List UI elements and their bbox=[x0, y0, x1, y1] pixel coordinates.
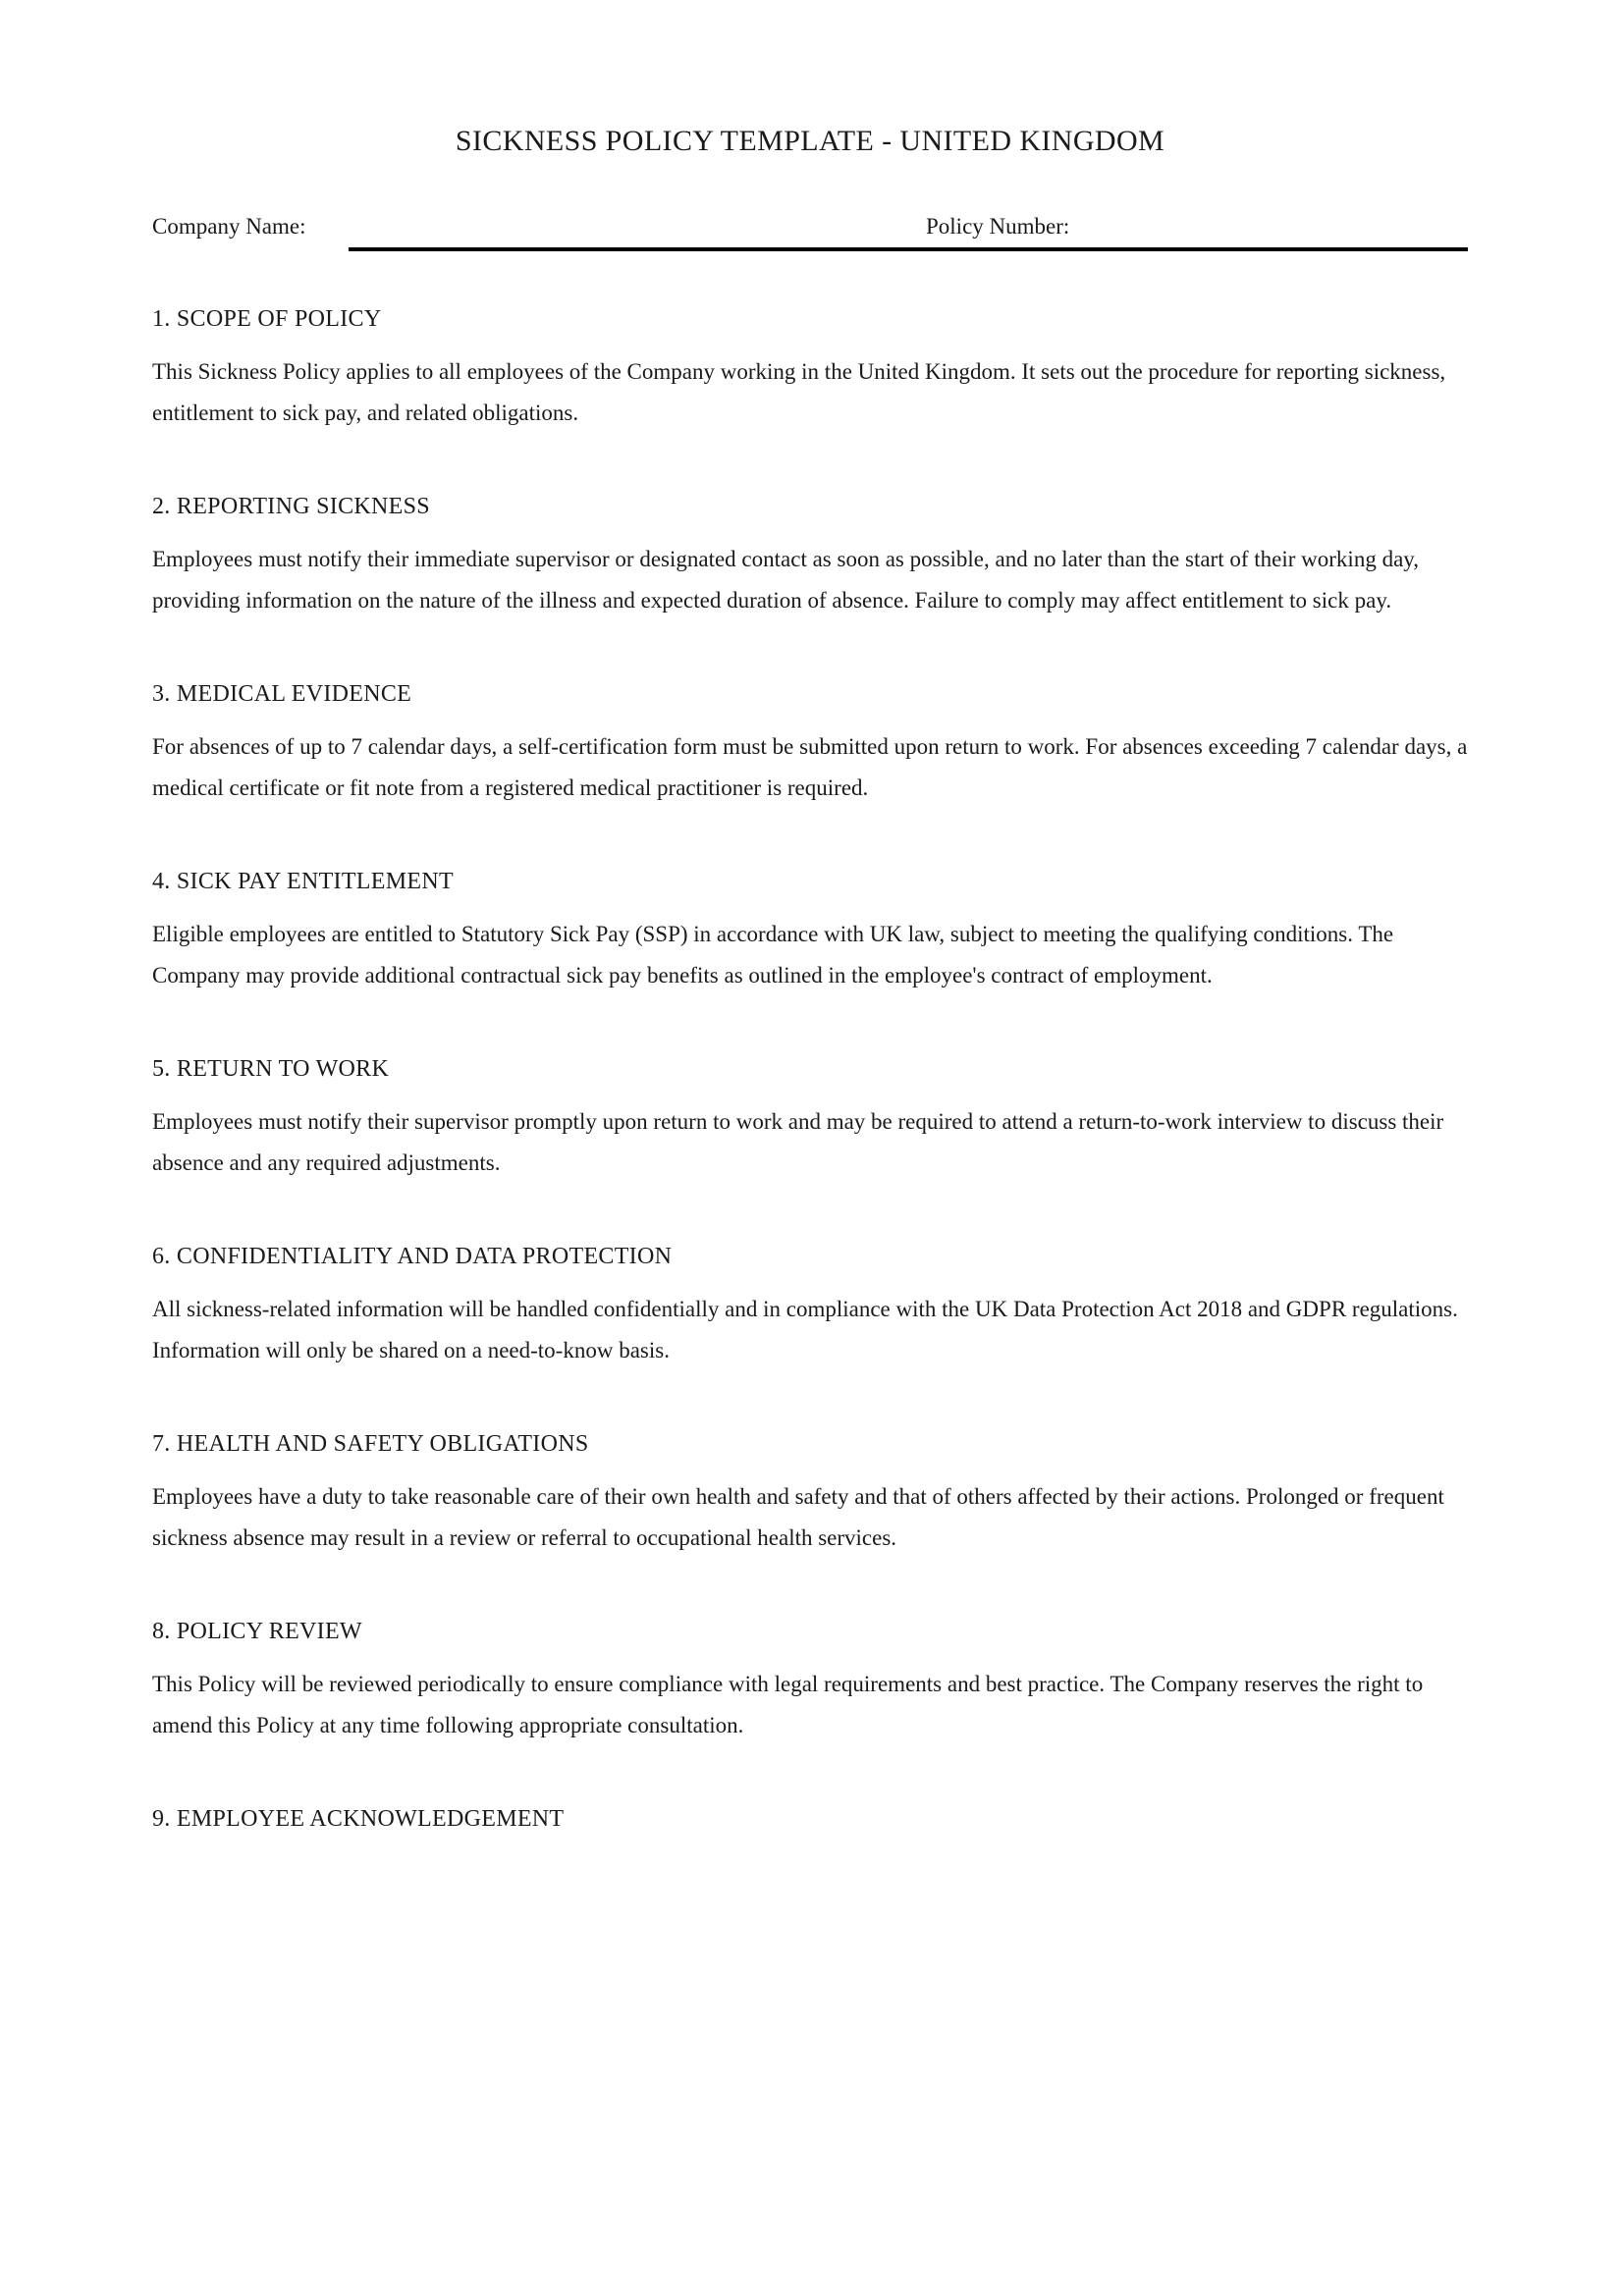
page-content-column bbox=[152, 0, 1468, 1836]
section-heading-medical-evidence: 3. MEDICAL EVIDENCE bbox=[152, 681, 412, 707]
section-heading-employee-acknowledgement: 9. EMPLOYEE ACKNOWLEDGEMENT bbox=[152, 1806, 565, 1832]
policy-section-5 bbox=[152, 1052, 1468, 1184]
policy-section-4 bbox=[152, 865, 1468, 996]
section-heading-policy-review: 8. POLICY REVIEW bbox=[152, 1619, 362, 1644]
section-heading-health-and-safety-obligations: 7. HEALTH AND SAFETY OBLIGATIONS bbox=[152, 1431, 589, 1457]
section-heading-return-to-work: 5. RETURN TO WORK bbox=[152, 1056, 390, 1082]
policy-number-label: Policy Number: bbox=[926, 214, 1070, 239]
section-heading-confidentiality-and-data-protection: 6. CONFIDENTIALITY AND DATA PROTECTION bbox=[152, 1244, 673, 1269]
company-name-label: Company Name: bbox=[152, 214, 306, 239]
policy-section-2 bbox=[152, 490, 1468, 621]
section-body-medical-evidence: For absences of up to 7 calendar days, a self-certification form must be submitted upon return to work. For absences exceeding 7 calendar days, a medical certificate or fit note from a registered medical practitioner is required. bbox=[152, 734, 1468, 800]
section-heading-reporting-sickness: 2. REPORTING SICKNESS bbox=[152, 494, 430, 519]
section-body-policy-review: This Policy will be reviewed periodically to ensure compliance with legal requirements and best practice. The Company reserves the right to amend this Policy at any time following appropriate consultation. bbox=[152, 1672, 1424, 1737]
header-fill-in-rule bbox=[349, 247, 1468, 251]
policy-section-1 bbox=[152, 302, 1468, 434]
policy-section-8 bbox=[152, 1615, 1468, 1746]
header-field-row bbox=[152, 212, 1468, 257]
page-title: SICKNESS POLICY TEMPLATE - UNITED KINGDOM bbox=[455, 125, 1165, 157]
policy-section-6 bbox=[152, 1240, 1468, 1371]
section-body-return-to-work: Employees must notify their supervisor promptly upon return to work and may be required to attend a return-to-work interview to discuss their absence and any required adjustments. bbox=[152, 1109, 1444, 1175]
policy-sections bbox=[152, 302, 1468, 1836]
section-body-sick-pay-entitlement: Eligible employees are entitled to Statutory Sick Pay (SSP) in accordance with UK law, subject to meeting the qualifying conditions. The Company may provide additional contractual sick pay benefits as outlined in the employee's contract of employment. bbox=[152, 922, 1394, 988]
policy-section-3 bbox=[152, 677, 1468, 809]
section-body-health-and-safety-obligations: Employees have a duty to take reasonable care of their own health and safety and that of others affected by their actions. Prolonged or frequent sickness absence may result in a review or referral to occupational health services. bbox=[152, 1484, 1444, 1550]
section-body-scope-of-policy: This Sickness Policy applies to all employees of the Company working in the United Kingdom. It sets out the procedure for reporting sickness, entitlement to sick pay, and related obligations. bbox=[152, 359, 1446, 425]
policy-section-9 bbox=[152, 1802, 1468, 1836]
section-body-confidentiality-and-data-protection: All sickness-related information will be handled confidentially and in compliance with the UK Data Protection Act 2018 and GDPR regulations. Information will only be shared on a need-to-know basis. bbox=[152, 1297, 1458, 1362]
section-body-reporting-sickness: Employees must notify their immediate supervisor or designated contact as soon as possible, and no later than the start of their working day, providing information on the nature of the illness and expected duration of absence. Failure to comply may affect entitlement to sick pay. bbox=[152, 547, 1420, 613]
section-heading-sick-pay-entitlement: 4. SICK PAY ENTITLEMENT bbox=[152, 869, 454, 894]
section-heading-scope-of-policy: 1. SCOPE OF POLICY bbox=[152, 306, 382, 332]
policy-section-7 bbox=[152, 1427, 1468, 1559]
